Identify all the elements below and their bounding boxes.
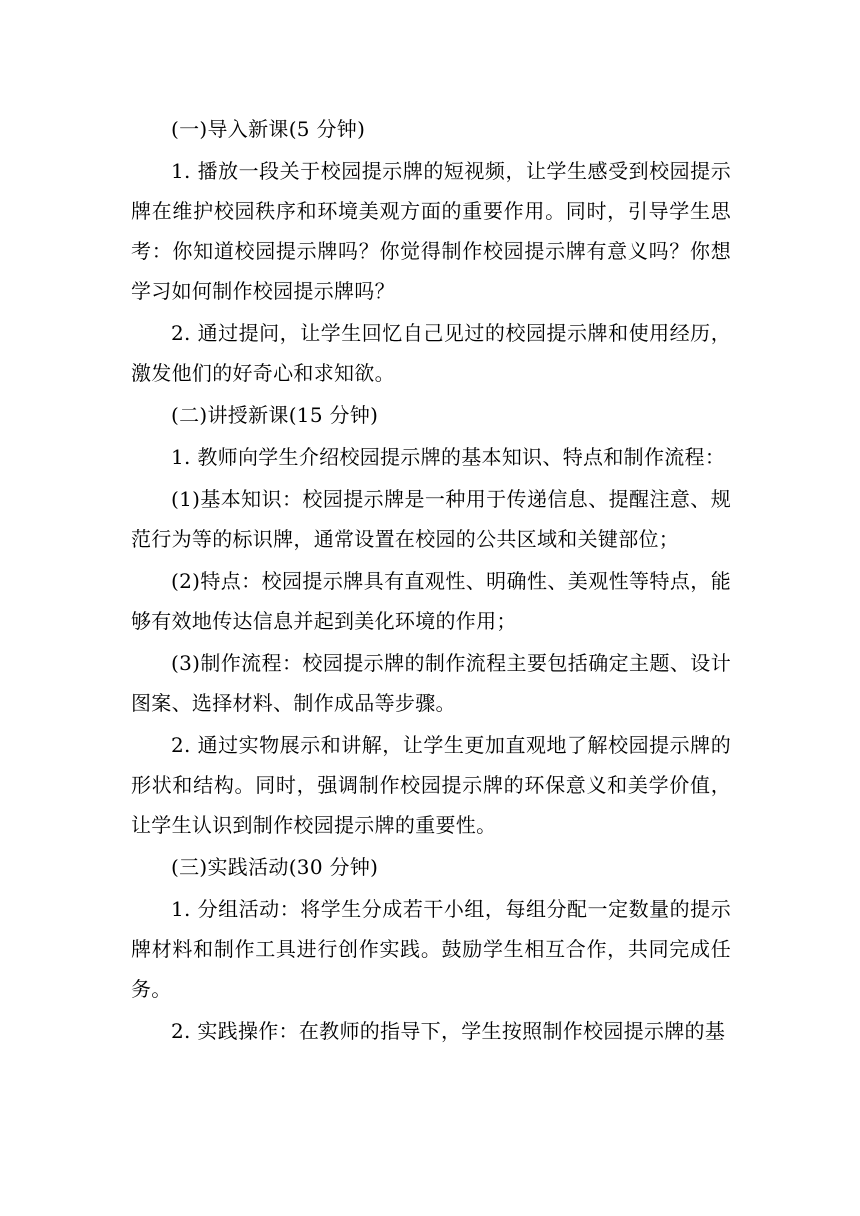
paragraph-practice-1: 1. 分组活动：将学生分成若干小组，每组分配一定数量的提示牌材料和制作工具进行创作实践。鼓励学生相互合作，共同完成任务。 [131,897,731,1001]
section-heading-teaching: (二)讲授新课(15 分钟) [171,403,379,427]
paragraph-intro-2: 2. 通过提问，让学生回忆自己见过的校园提示牌和使用经历，激发他们的好奇心和求知欲。 [131,321,731,385]
paragraph-teaching-1: 1. 教师向学生介绍校园提示牌的基本知识、特点和制作流程： [171,445,726,469]
paragraph-features: (2)特点：校园提示牌具有直观性、明确性、美观性等特点，能够有效地传达信息并起到美化环境的作用； [131,569,731,633]
paragraph-practice-2: 2. 实践操作：在教师的指导下，学生按照制作校园提示牌的基 [171,1019,726,1043]
paragraph-basic-knowledge: (1)基本知识：校园提示牌是一种用于传递信息、提醒注意、规范行为等的标识牌，通常设置在校园的公共区域和关键部位； [131,487,731,551]
paragraph-process: (3)制作流程：校园提示牌的制作流程主要包括确定主题、设计图案、选择材料、制作成品等步骤。 [131,651,731,715]
document-body [131,109,731,1053]
paragraph-intro-1: 1. 播放一段关于校园提示牌的短视频，让学生感受到校园提示牌在维护校园秩序和环境美观方面的重要作用。同时，引导学生思考：你知道校园提示牌吗？你觉得制作校园提示牌有意义吗？你想学习如何制作校园提示牌吗？ [131,159,731,303]
section-heading-intro: (一)导入新课(5 分钟) [171,117,366,141]
paragraph-teaching-2: 2. 通过实物展示和讲解，让学生更加直观地了解校园提示牌的形状和结构。同时，强调制作校园提示牌的环保意义和美学价值，让学生认识到制作校园提示牌的重要性。 [131,733,731,837]
section-heading-practice: (三)实践活动(30 分钟) [171,855,379,879]
